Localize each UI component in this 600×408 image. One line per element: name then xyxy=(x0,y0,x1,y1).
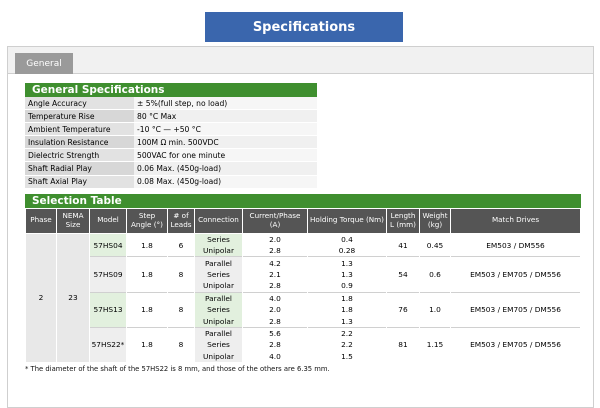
spec-key: Shaft Radial Play xyxy=(25,162,134,175)
general-spec-row xyxy=(25,110,317,123)
current-cell: 2.0 xyxy=(243,233,308,245)
torque-cell: 1.3 xyxy=(308,269,387,280)
connection-cell: Unipolar xyxy=(195,280,243,292)
connection-cell: Series xyxy=(195,339,243,350)
connection-cell: Series xyxy=(195,304,243,315)
spec-value: 100M Ω min. 500VDC xyxy=(134,136,317,149)
col-nema: NEMA Size xyxy=(57,208,90,233)
col-phase: Phase xyxy=(26,208,57,233)
step-angle-cell: 1.8 xyxy=(127,292,168,327)
spec-panel xyxy=(7,46,594,408)
current-cell: 4.0 xyxy=(243,351,308,362)
model-cell: 57HS22* xyxy=(90,327,127,362)
tab-strip xyxy=(8,47,593,74)
connection-cell: Unipolar xyxy=(195,351,243,362)
connection-cell: Unipolar xyxy=(195,245,243,257)
table-row xyxy=(26,257,581,269)
match-drives-cell: EM503 / EM705 / DM556 xyxy=(451,292,581,327)
torque-cell: 1.3 xyxy=(308,315,387,327)
spec-value: ± 5%(full step, no load) xyxy=(134,97,317,110)
weight-cell: 1.15 xyxy=(420,327,451,362)
step-angle-cell: 1.8 xyxy=(127,327,168,362)
step-angle-cell: 1.8 xyxy=(127,257,168,292)
connection-cell: Parallel xyxy=(195,327,243,339)
length-cell: 41 xyxy=(387,233,420,257)
current-cell: 2.8 xyxy=(243,315,308,327)
connection-cell: Unipolar xyxy=(195,315,243,327)
torque-cell: 0.28 xyxy=(308,245,387,257)
spec-key: Ambient Temperature xyxy=(25,123,134,136)
length-cell: 54 xyxy=(387,257,420,292)
spec-value: 80 °C Max xyxy=(134,110,317,123)
leads-cell: 8 xyxy=(168,292,195,327)
connection-cell: Parallel xyxy=(195,257,243,269)
weight-cell: 1.0 xyxy=(420,292,451,327)
spec-key: Shaft Axial Play xyxy=(25,175,134,188)
general-spec-row xyxy=(25,123,317,136)
spec-key: Insulation Resistance xyxy=(25,136,134,149)
torque-cell: 0.9 xyxy=(308,280,387,292)
selection-header-row xyxy=(26,208,581,233)
spec-content xyxy=(25,83,581,373)
table-row xyxy=(26,327,581,339)
col-model: Model xyxy=(90,208,127,233)
general-spec-row xyxy=(25,136,317,149)
torque-cell: 0.4 xyxy=(308,233,387,245)
current-cell: 4.0 xyxy=(243,292,308,304)
spec-value: 0.06 Max. (450g-load) xyxy=(134,162,317,175)
general-spec-row xyxy=(25,97,317,110)
selection-table-heading: Selection Table xyxy=(25,194,581,208)
col-torque: Holding Torque (Nm) xyxy=(308,208,387,233)
leads-cell: 6 xyxy=(168,233,195,257)
spec-value: -10 °C — +50 °C xyxy=(134,123,317,136)
col-weight: Weight (kg) xyxy=(420,208,451,233)
table-row xyxy=(26,233,581,245)
current-cell: 2.8 xyxy=(243,339,308,350)
torque-cell: 1.8 xyxy=(308,304,387,315)
table-row xyxy=(26,292,581,304)
torque-cell: 1.8 xyxy=(308,292,387,304)
length-cell: 81 xyxy=(387,327,420,362)
model-cell: 57HS13 xyxy=(90,292,127,327)
spec-key: Temperature Rise xyxy=(25,110,134,123)
col-current: Current/Phase (A) xyxy=(243,208,308,233)
current-cell: 2.1 xyxy=(243,269,308,280)
torque-cell: 1.3 xyxy=(308,257,387,269)
connection-cell: Series xyxy=(195,233,243,245)
spec-key: Angle Accuracy xyxy=(25,97,134,110)
footnote: * The diameter of the shaft of the 57HS22 is 8 mm, and those of the others are 6.35 mm. xyxy=(25,364,330,373)
general-specs-heading: General Specifications xyxy=(25,83,317,97)
weight-cell: 0.45 xyxy=(420,233,451,257)
spec-key: Dielectric Strength xyxy=(25,149,134,162)
spec-value: 0.08 Max. (450g-load) xyxy=(134,175,317,188)
col-step-angle: Step Angle (°) xyxy=(127,208,168,233)
torque-cell: 2.2 xyxy=(308,339,387,350)
current-cell: 2.8 xyxy=(243,280,308,292)
model-cell: 57HS09 xyxy=(90,257,127,292)
leads-cell: 8 xyxy=(168,257,195,292)
col-match-drives: Match Drives xyxy=(451,208,581,233)
match-drives-cell: EM503 / EM705 / DM556 xyxy=(451,327,581,362)
match-drives-cell: EM503 / EM705 / DM556 xyxy=(451,257,581,292)
col-leads: # of Leads xyxy=(168,208,195,233)
phase-cell: 2 xyxy=(26,233,57,362)
weight-cell: 0.6 xyxy=(420,257,451,292)
match-drives-cell: EM503 / DM556 xyxy=(451,233,581,257)
current-cell: 5.6 xyxy=(243,327,308,339)
leads-cell: 8 xyxy=(168,327,195,362)
selection-table xyxy=(25,208,581,362)
connection-cell: Series xyxy=(195,269,243,280)
step-angle-cell: 1.8 xyxy=(127,233,168,257)
torque-cell: 2.2 xyxy=(308,327,387,339)
general-spec-row xyxy=(25,149,317,162)
length-cell: 76 xyxy=(387,292,420,327)
general-spec-row xyxy=(25,175,317,188)
current-cell: 2.8 xyxy=(243,245,308,257)
current-cell: 2.0 xyxy=(243,304,308,315)
current-cell: 4.2 xyxy=(243,257,308,269)
nema-cell: 23 xyxy=(57,233,90,362)
general-spec-row xyxy=(25,162,317,175)
tab-general[interactable]: General xyxy=(15,53,73,74)
general-specs-table xyxy=(25,97,317,189)
spec-value: 500VAC for one minute xyxy=(134,149,317,162)
col-connection: Connection xyxy=(195,208,243,233)
connection-cell: Parallel xyxy=(195,292,243,304)
col-length: Length L (mm) xyxy=(387,208,420,233)
model-cell: 57HS04 xyxy=(90,233,127,257)
page-title: Specifications xyxy=(205,12,403,42)
torque-cell: 1.5 xyxy=(308,351,387,362)
